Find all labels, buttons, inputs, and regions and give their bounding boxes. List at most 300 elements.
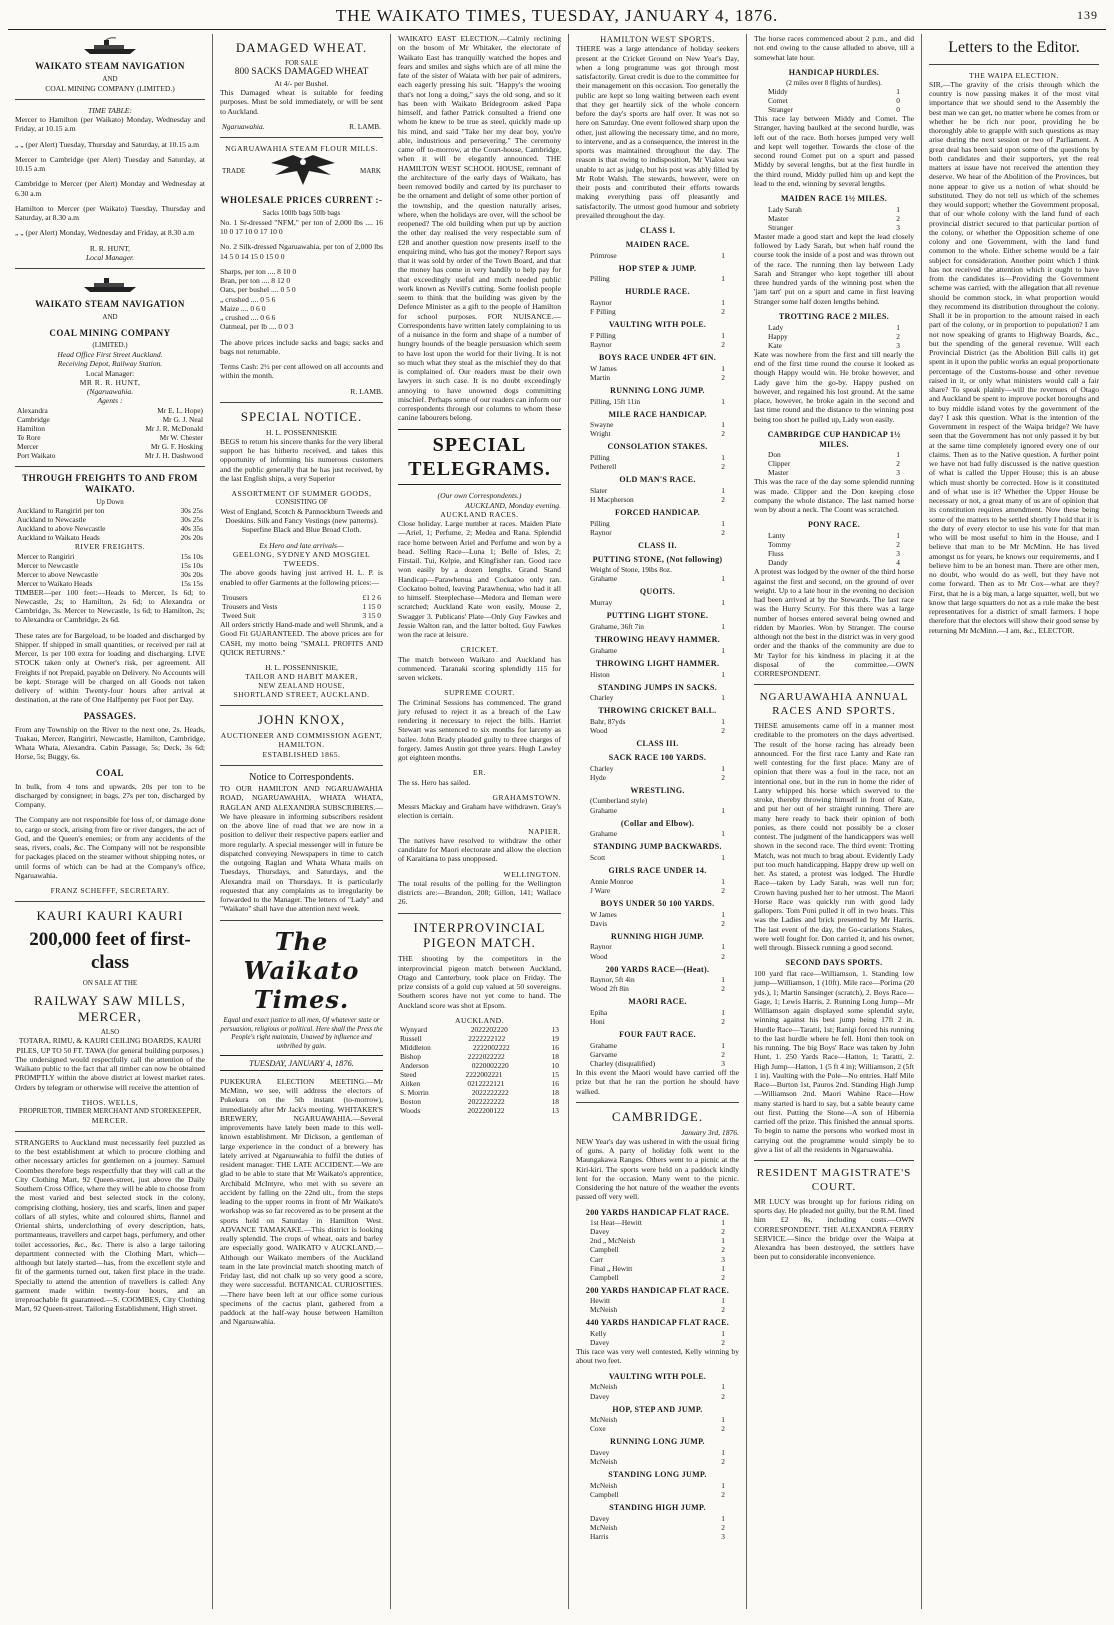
competitor-place: 3 [896, 222, 900, 232]
agent-name: Mr J. R. McDonald [145, 423, 203, 433]
hurdles-entries [754, 87, 914, 114]
result-row [754, 223, 914, 232]
pigeon-total: 18 [551, 1052, 559, 1062]
competitor-place: 1 [721, 942, 725, 952]
result-row [754, 205, 914, 214]
event-title: 200 YARDS RACE—(Heat). [605, 964, 710, 974]
head-office: Head Office First Street Auckland. [57, 350, 163, 359]
competitor-name: McNeish [590, 1522, 618, 1532]
result-row [576, 528, 739, 537]
knox-role: AUCTIONEER AND COMMISSION AGENT, [220, 731, 383, 741]
page-number: 139 [1077, 8, 1098, 22]
damaged-price: At 4/- per Bushel. [274, 78, 329, 88]
competitor-place: 1 [721, 645, 725, 655]
h2-title: 200 YARDS HANDICAP FLAT RACE. [585, 1285, 730, 1295]
result-row [576, 1424, 739, 1433]
divider [15, 466, 205, 467]
competitor-name: Pilling [590, 453, 610, 463]
result-row [576, 462, 739, 471]
result-row [576, 764, 739, 773]
pigeon-score: 2022222222 [471, 1088, 509, 1098]
divider [398, 913, 561, 914]
competitor-name: Garvame [590, 1049, 618, 1059]
paper-date: TUESDAY, JANUARY 4, 1876. [220, 1055, 383, 1071]
agents-list [15, 406, 205, 460]
trot-entries [754, 323, 914, 350]
result-row [576, 796, 739, 805]
divider [15, 901, 205, 902]
result-row [576, 1481, 739, 1490]
special-notice-title: SPECIAL NOTICE. [240, 408, 363, 424]
competitor-place: 1 [721, 1513, 725, 1523]
class-1-title: CLASS I. [639, 226, 676, 236]
cambridge-body: NEW Year's day was ushered in with the usual firing of guns. A party of holiday folk went to the Maungakawa Ranges. Others went to a picnic at the Kiri-kiri. The sports were held on a paddock kindly lent for the occasion. Many went to the picnic. Considering the hot nature of the weather the events passed off very well. [576, 1136, 739, 1202]
pigeon-table [398, 1025, 561, 1115]
competitor-name: Stranger [768, 222, 794, 232]
result-row [576, 598, 739, 607]
pigeon-total: 16 [551, 1079, 559, 1089]
river-title: RIVER FREIGHTS. [74, 542, 146, 552]
agent-row [15, 415, 205, 424]
competitor-name: Martin [590, 372, 611, 382]
divider [754, 1160, 914, 1161]
pigeon-score: 0220002220 [471, 1061, 509, 1071]
event-title: MILE RACE HANDICAP. [608, 409, 707, 419]
freight-route: Auckland to Waikato Heads [17, 533, 100, 543]
competitor-place: 1 [721, 876, 725, 886]
competitor-name: Davey [590, 1513, 610, 1523]
masthead-title: THE WAIKATO TIMES, TUESDAY, JANUARY 4, 1876. [335, 6, 779, 25]
strangers-advert: STRANGERS to Auckland must necessarily feel puzzled as to the best establishment at which to procure clothing and other necessary articles for gentlemen on a journey. Samuel Coombes therefore begs respectfully that they will call at the City Clothing Mart, 92 Queen-street, just above the Daily Southern Cross Office, where they will be able to choose from the most varied and best selected stock in the colony, comprising clothing, hosiery, ties and scarfs, linen and paper collars of all styles, white and coloured shirts, flannel and Oriental shirts, underclothing of every description, hats, portmanteaus, travellers and carpet bags, perfumery, and other toilet accessories, &c., &c. There is also a large tailoring department connected with the Clothing Mart, which—although but lately started—has, from the excellent style and fit of the garments turned out, taken first place in the trade. Specially to attend the attention of travellers is called: Any garment made within twenty-four hours, and an irreproachable fit guaranteed.—S. COOMBES, City Clothing Mart, 92 Queen-street. Tailoring Establishment, High street. [15, 1137, 205, 1314]
steam1-title: WAIKATO STEAM NAVIGATION [35, 61, 185, 71]
freight-route: Auckland to above Newcastle [17, 524, 106, 534]
hop-step-entries [576, 1415, 739, 1433]
hurdles-sub: (2 miles over 8 flights of hurdles). [786, 78, 882, 87]
result-row [576, 1448, 739, 1457]
competitor-name: Wright [590, 429, 611, 439]
competitor-place: 3 [896, 340, 900, 350]
agent-row [15, 424, 205, 433]
timetable [15, 115, 205, 238]
competitor-place: 2 [721, 1338, 725, 1348]
competitor-place: 1 [721, 598, 725, 608]
competitor-name: Harris [590, 1531, 609, 1541]
vaulting-entries [576, 1382, 739, 1400]
result-row [576, 919, 739, 928]
competitor-name: F Pilling [590, 307, 616, 317]
second-day-body: 100 yard flat race—Williamson, 1. Standing low jump—Williamson, 1 (10ft). Mile race—Porima (20 yds.), 1; Martin Sansinger (scratch), 2. Boys Race—Gage, 1; Lewis Harris, 2. Running Long Jump—Mr Williamson again displayed some splendid style, winning against his best jump being 17ft 2 in. Hurdle Race—Taratti, 1st; Ranigi forced his running to the last hurdle where he fell. Honi then took on his running. The big Boys' Race was taken by John Hunt, 1. 250 Yards Race—Hatton, 1; Taratti, 2. High Jump—Hatton, 1 (5 ft 4 in); Williamson, 2 (5ft 1 in). Vaulting with the Pole—No entries. Half Mile Race—Burton 1st, Pauros 2nd. Standing High Jump—Williamson 2nd. Maori Wahine Race—How many started is hard to say, but a sable beauty came out first. Putting the Stone—A son of Hibernia carried off the prize. This finished the annual sports. To begin to name the persons who worked most in carrying out the programme would simply be to give a list of all the residents in Ngaruawahia. [754, 969, 914, 1154]
kauri-signature-role: PROPRIETOR, TIMBER MERCHANT AND STOREKEEPER, [19, 1107, 201, 1116]
event-title: PUTTING STONE, (Not following) [592, 554, 723, 564]
event-title: HOP STEP & JUMP. [618, 263, 697, 273]
competitor-name: Middy [768, 87, 788, 97]
pigeon-body: THE shooting by the competitors in the interprovincial pigeon match between Auckland, Otago and Canterbury, took place on Friday. The prize consists of a gold cup valued at 50 sovereigns. Southern scores have not yet come to hand. The Auckland score was shot at Epsom. [398, 954, 561, 1010]
event-title: FOUR FAUT RACE. [619, 1030, 696, 1040]
possen-role: TAILOR AND HABIT MAKER, [245, 672, 358, 682]
competitor-place: 1 [721, 298, 725, 308]
company-notes: The Company are not responsible for loss of, or damage done to, cargo or stock, arising from fire or river dangers, the act of God, and the Queen's enemies; or from any accidents of the seas, rivers, coals, &c. The Company will not be responsible for packages placed on the steamer without shipping notes, or until forms of which can be had at the Company's office, Ngaruawahia. [15, 815, 205, 880]
competitor-place: 2 [721, 495, 725, 505]
competitor-place: 2 [721, 1049, 725, 1059]
eagle-icon [263, 153, 343, 189]
possen-consisting: CONSISTING OF [275, 498, 328, 507]
wholesale-row: No. 2 Silk-dressed Ngaruawahia, per ton of 2,000 lbs 14 5 0 14 15 0 15 0 0 [220, 242, 383, 261]
competitor-place: 2 [721, 1522, 725, 1532]
result-row [754, 96, 914, 105]
divider [220, 765, 383, 766]
sports-intro: THERE was a large attendance of holiday seekers present at the Cricket Ground on New Year's Day, when a long programme was got through most satisfactorily. Great credit is due to the committee for their management on this occasion. Too generally the public are kept so long waiting between each event that they get heartily sick of the whole concern before the day's sports are half over. It was not so here on Saturday. One event followed sharp upon the other, just allowing the necessary time, and no more, to intervene, and as a consequence, the interest in the sports was maintained throughout the day. The reason is that owing to indisposition, Mr Vialou was unable to act as judge, but his post was ably filled by Mr Robt Walsh. The stewards, however, were on their posts and contributed their efforts towards making everything pass off pleasantly and satisfactorily. The utmost good humour and sobriety prevailed throughout the day. [576, 44, 739, 220]
event-title: GIRLS RACE UNDER 14. [608, 866, 707, 876]
competitor-place: 2 [721, 340, 725, 350]
competitor-name: Raynor [590, 340, 612, 350]
result-row [754, 105, 914, 114]
river-rate: 15s 15s [180, 578, 203, 588]
pigeon-row [398, 1088, 561, 1097]
event-title: THROWING CRICKET BALL. [598, 706, 717, 716]
result-row [576, 1245, 739, 1254]
competitor-place: 4 [896, 558, 900, 568]
competitor-name: Hyde [590, 772, 607, 782]
event-title: PUTTING LIGHT STONE. [606, 611, 709, 621]
result-row [576, 1041, 739, 1050]
result-row [576, 1523, 739, 1532]
competitor-place: 2 [721, 1457, 725, 1467]
competitor-name: Bahr, 87yds [590, 717, 626, 727]
result-row [754, 531, 914, 540]
result-row [576, 1532, 739, 1541]
divider [576, 1102, 739, 1103]
result-row [576, 1255, 739, 1264]
agent-name: Mr G. F. Hosking [150, 441, 203, 451]
competitor-name: Epiha [590, 1008, 608, 1018]
maiden-entries [754, 205, 914, 232]
agent-name: Mr W. Chester [159, 432, 203, 442]
competitor-name: Grahame [590, 805, 618, 815]
result-row [576, 1264, 739, 1273]
mark-label: MARK [359, 167, 381, 175]
for-sale: FOR SALE [285, 58, 318, 67]
possen-ex: Ex Hero and late arrivals— [259, 540, 344, 550]
competitor-name: Primrose [590, 250, 617, 260]
competitor-place: 1 [721, 330, 725, 340]
camb-cup-body: This was the race of the day some splendid running was made. Clipper and the Don keeping close company the whole distance. The last named horse won by about a neck. The Count was scratched. [754, 477, 914, 515]
damaged-footer [220, 122, 383, 131]
result-row [576, 829, 739, 838]
result-row [576, 984, 739, 993]
competitor-name: McNeish [590, 1415, 618, 1425]
competitor-place: 2 [896, 213, 900, 223]
class-3-events [576, 753, 739, 1068]
competitor-place: 2 [721, 1017, 725, 1027]
competitor-name: 2nd „ McNeish [590, 1236, 636, 1246]
competitor-place: 1 [721, 363, 725, 373]
column-1 [8, 34, 213, 1609]
result-row [576, 486, 739, 495]
event-title: SACK RACE 100 YARDS. [608, 752, 707, 762]
result-row [754, 341, 914, 350]
event-title: RUNNING HIGH JUMP. [611, 931, 704, 941]
price-item: Tweed Suit [222, 610, 256, 620]
result-row [576, 1415, 739, 1424]
event-title: MAORI RACE. [628, 997, 687, 1007]
divider [15, 99, 205, 100]
court-body: The Criminal Sessions has commenced. The grand jury refused to reject it as a breach of the Law rendering it necessary to reject the bills. Harriet Stewart was sentenced to six months for larceny as bailee. John Brady pleaded guilty to three charges of forgery. James Austin got three years. Hugh Lawley got eighteen months. [398, 697, 561, 763]
competitor-place: 1 [721, 250, 725, 260]
agent-place: Cambridge [17, 414, 50, 424]
kauri-signature: THOS. WELLS, [81, 1097, 139, 1107]
competitor-place: 1 [721, 420, 725, 430]
hurdles-body: This race lay between Middy and Comet. The Stranger, having baulked at the second hurdle, was left out of the race. Both horses jumped very well and kept well together. Towards the close of the second round Comet put on a spurt and passed Middy by several lengths, but at the first hurdle in the third round, Middy pulled him up and kept the lead to the end, winning by several lengths. [754, 114, 914, 188]
competitor-place: 2 [721, 527, 725, 537]
camb-cup-title: CAMBRIDGE CUP HANDICAP 1½ MILES. [767, 429, 901, 449]
wholesale-title: WHOLESALE PRICES CURRENT :- [220, 195, 383, 206]
river-rate: 15s 10s [180, 551, 203, 561]
competitor-place: 2 [721, 1245, 725, 1255]
competitor-name: Fluss [768, 549, 784, 559]
divider [220, 402, 383, 403]
result-row [576, 1227, 739, 1236]
result-row [754, 87, 914, 96]
result-row [576, 1273, 739, 1282]
result-row [754, 459, 914, 468]
event-title: RUNNING LONG JUMP. [610, 385, 705, 395]
agent-row [15, 406, 205, 415]
manager-name: MR R. R. HUNT, [79, 377, 141, 387]
competitor-place: 2 [721, 429, 725, 439]
competitor-place: 1 [721, 805, 725, 815]
possen-orders: All orders strictly Hand-made and well Shrunk, and a Good Fit GUARANTEED. The above prices are for CASH, my motto being "SMALL PROFITS AND QUICK RETURNS." [220, 620, 383, 657]
competitor-name: Lady [768, 322, 784, 332]
competitor-place: 2 [721, 372, 725, 382]
wholesale-row: Sharps, per ton .... 8 10 0 [220, 266, 297, 276]
competitor-place: 1 [896, 204, 900, 214]
result-row [576, 340, 739, 349]
competitor-name: Tommy [768, 540, 791, 550]
special-dateline: AUCKLAND, Monday evening. [465, 500, 561, 510]
price-value: 3 15 0 [362, 610, 381, 620]
wholesale-note: The above prices include sacks and bags; sacks and bags not returnable. [220, 337, 383, 356]
divider [15, 1131, 205, 1132]
manager-location: (Ngaruawahia. [86, 387, 134, 396]
pigeon-name: Steed [400, 1070, 417, 1080]
pigeon-row [398, 1034, 561, 1043]
competitor-name: Happy [768, 331, 788, 341]
wholesale-row: No. 1 Sr-dressed "NFM," per ton of 2,000 lbs .... 16 10 0 17 10 0 17 10 0 [220, 217, 383, 237]
competitor-name: Honi [590, 1017, 605, 1027]
steam2-sub: COAL MINING COMPANY [49, 327, 171, 338]
pigeon-score: 2022202220 [470, 1025, 508, 1034]
competitor-place: 1 [721, 829, 725, 839]
camb-cup-entries [754, 450, 914, 477]
steamer-icon [15, 275, 205, 293]
pigeon-title: INTERPROVINCIAL PIGEON MATCH. [413, 919, 546, 951]
trade-label: TRADE [222, 167, 246, 175]
kauri-mills: RAILWAY SAW MILLS, MERCER, [34, 993, 186, 1024]
divider [220, 920, 383, 921]
competitor-place: 1 [721, 669, 725, 679]
h2-entries [576, 1296, 739, 1314]
kauri-sale: ON SALE AT THE [82, 978, 138, 987]
competitor-place: 1 [721, 1382, 725, 1392]
freight-cols: Up Down [96, 497, 124, 506]
second-day-title: SECOND DAYS SPORTS. [785, 958, 883, 968]
divider [220, 705, 383, 706]
event-title: WRESTLING. [630, 785, 685, 795]
competitor-name: Wood [590, 726, 608, 736]
timetable-row: „ „ (per Alert) Tuesday, Thursday and Saturday, at 10.15 a.m [15, 139, 200, 149]
result-row [576, 1514, 739, 1523]
competitor-name: Wood [590, 951, 608, 961]
competitor-place: 2 [721, 1272, 725, 1282]
competitor-place: 1 [721, 763, 725, 773]
result-row [754, 549, 914, 558]
competitor-place: 1 [721, 693, 725, 703]
class-3-title: CLASS III. [636, 739, 679, 749]
competitor-place: 3 [721, 1531, 725, 1541]
result-row [576, 1329, 739, 1338]
steam2-limited: (LIMITED.) [92, 341, 128, 350]
competitor-name: McNeish [590, 1305, 618, 1315]
competitor-place: 2 [896, 331, 900, 341]
event-title: THROWING LIGHT HAMMER. [595, 658, 720, 668]
competitor-name: Swayne [590, 420, 614, 430]
competitor-name: Raynor [590, 942, 612, 952]
competitor-place: 2 [721, 462, 725, 472]
vaulting-title: VAULTING WITH POLE. [608, 1371, 707, 1381]
competitor-place: 2 [721, 1305, 725, 1315]
agent-place: Port Waikato [17, 450, 56, 460]
damaged-signature: R. LAMB. [349, 121, 381, 131]
competitor-place: 2 [721, 307, 725, 317]
competitor-name: Pilling, 15ft 11in [590, 396, 641, 406]
price-value: 1 15 0 [362, 601, 381, 611]
freight-route: Auckland to Rangiriri per ton [17, 506, 105, 516]
competitor-name: Grahame [590, 645, 618, 655]
competitor-name: Raynor [590, 527, 612, 537]
competitor-name: H Macpherson [590, 495, 634, 505]
pony-entries [754, 531, 914, 567]
running-long-entries [576, 1448, 739, 1466]
agent-row [15, 442, 205, 451]
competitor-place: 1 [721, 1263, 725, 1273]
ngaru-title: NGARUAWAHIA ANNUAL RACES AND SPORTS. [759, 691, 909, 717]
result-row [576, 1305, 739, 1314]
competitor-name: Pilling [590, 518, 610, 528]
competitor-name: Pilling [590, 274, 610, 284]
competitor-place: 0 [896, 96, 900, 106]
competitor-name: Hewitt [590, 1296, 611, 1306]
competitor-name: Comet [768, 96, 788, 106]
paper-body: PUKEKURA ELECTION MEETING.—Mr McMinn, we see, will address the electors of Pukekura on the 5th instant (to-morrow), immediately after Mr Jack's meeting. WHITAKER'S BREWERY, NGARUAWAHIA.—Several improvements have lately been made to this well-known establishment. Mr Dickson, a gentleman of large experience in the conduct of a brewery has lately arrived at Ngaruawahia to fulfil the duties of resident manager. THE LATE ACCIDENT.—We are glad to be able to state that Mr Waikato's apprentice, Archibald McIntyre, who met with so severe an accident by falling on the 22nd ult., from the steps leading to the upper rooms in front of Mr Waikato's workshop was so far recovered as to be present at the sports held on Saturday in Hamilton West. ADVANCE TAMAKAKE.—This district is looking really splendid. The crops of wheat, oats and barley are especially good. WAIKATO v AUCKLAND.—Although our Waikato members of the Auckland team in the late provincial match shooting match of Friday last, did not chalk up so very good a score, they were successful. BOTANICAL CURIOSITIES.—There have been left at our office some curious specimens of the cactus plant, gathered from a paddock at the half-way house between Hamilton and Ngaruawahia. [220, 1076, 383, 1327]
special-races-title: AUCKLAND RACES. [440, 509, 519, 519]
notice-body: TO OUR HAMILTON AND NGARUAWAHIA ROAD, NGARUAWAHIA, WHATA WHATA, RAGLAN AND ALEXANDRA SUBSCRIBERS.—We have pleasure in informing subscribers resident on the above line of road that we are now in a position to deliver their respective papers earlier and more regularly. A special messenger will in future be dispatched conveying Newspapers in time to catch the outgoing Raglan and Whata Whata mails on Tuesdays, Thursdays, and Saturdays, and the Alexandra mail on Thursdays. It is particularly requested that any complaints as to irregularity be forwarded to the Manager. The letters of "Lady" and "Waikato" shall have due attention next week. [220, 784, 383, 914]
competitor-place: 3 [721, 1254, 725, 1264]
standing-long-entries [576, 1481, 739, 1499]
knox-established: ESTABLISHED 1865. [262, 749, 341, 759]
freight-route: Auckland to Newcastle [17, 515, 86, 525]
cambridge-title: CAMBRIDGE. [611, 1108, 704, 1124]
class-2-events [576, 555, 739, 736]
price-row [220, 602, 383, 611]
competitor-place: 1 [721, 1008, 725, 1018]
result-row [576, 1457, 739, 1466]
letter-body: SIR,—The gravity of the crisis through which the country is now passing makes it of the most vital importance that we should send to the Assembly the best man we can get, no matter where he comes from or whether he be rich nor poor, providing he be thoroughly able to grapple with such questions as may arise during the next session or two of Parliament. A great deal has been said upon some of the questions by both candidates and their supporters, yet the real matters at issue have not received the attention they deserve. We hear of the Abolition of the Provinces, but none appear to give us a notion of what should be substituted. They do not tell us which of the schemes they would support; whether the Government proposal, that of our whole colony with the land fund of each provincial district secured to that particular portion of the colony, or whether the Opposition scheme of one colony and one Government, with the land fund common to the whole. Either scheme would be a fair subject for consideration. Another point which I think has not received the attention which it ought to have from the candidates is—Providing the Government scheme was carried, with the allegation that all revenue should be common stock, in what proportion would they recommend its distribution throughout the colony. Shall it be in proportion to the amount raised in each part of the colony, or in proportion to population? I am not now speaking of grants to Highway Boards, &c., but the spending of the general revenue. Will each Provincial District (as the Abolition Bill calls it) get spent in it upon the public works an equal proportionate percentage of the Customs-house and other revenue raised in it, or only what ministers would call a fair share? To speak plainly—will the revenues of Otago and Auckland be spent to improve pocket boroughs and to buy middle island votes by the government of the day? I ask this question. What is the intention of the Government in respect of the Waipa bridge? We have seen that the Government has not only passed it by but at the same time completely ignored every one of our claims. Then as to the Native question. A further point we have not had fully discussed is the native question of what is called the Upper House; this is an abuse which must shortly be corrected. How is it constituted and of what use is it? Whether the Upper House be necessary or not, a great many of us are of opinion that its constitution requires amendment. Now these being some of the matters to be settled shortly I hold that it is the duty of every elector to use his vote for that man who will be most useful to him in the House, and I believe that man to be Mr McMinn. He has lived amongst us for years, he knows our requirements, and I believe him to be an honest man. There are other men, no doubt, who would do as well, but they have not come forward. Then as to Mr Cox—what are they? First, that he is a big man, a large squatter, well, but we know that large squatters do not as a rule make the best representatives for a district of small farmers. I hope therefore that the electors will show their good sense by returning Mr McMinn.—I am, &c., ELECTOR. [929, 79, 1099, 635]
pigeon-score: 2222002222 [472, 1043, 510, 1053]
competitor-name: Charley [590, 763, 614, 773]
divider [220, 137, 383, 138]
possen-name: H. L. POSSENNISKIE [266, 427, 337, 437]
divider [15, 268, 205, 269]
cricket-body: The match between Waikato and Auckland has commenced. Taranaki scoring splendidly 115 for seven wickets. [398, 654, 561, 683]
pigeon-name: Boston [400, 1097, 421, 1107]
pigeon-name: Bishop [400, 1052, 421, 1062]
columns [8, 34, 1106, 1609]
competitor-name: W James [590, 363, 617, 373]
rm-body: MR LUCY was brought up for furious riding on sports day. He pleaded not guilty, but the R.M. fined him £2 8s, including costs.—OWN CORRESPONDENT. THE ALEXANDRA FERRY SERVICE.—Since the bridge over the Waipa at Alexandra has been destroyed, the settlers have been put to considerable inconvenience. [754, 1196, 914, 1262]
competitor-name: McNeish [590, 1480, 618, 1490]
event-title: OLD MAN'S RACE. [619, 475, 696, 485]
kauri-title: KAURI KAURI KAURI [36, 908, 184, 924]
competitor-name: Stranger [768, 105, 794, 115]
competitor-place: 1 [721, 1296, 725, 1306]
result-row [576, 1382, 739, 1391]
pigeon-row [398, 1025, 561, 1034]
pigeon-score: 2222002221 [465, 1070, 503, 1080]
wellington-body: The total results of the polling for the Wellington districts are:—Brandon, 208; Gillon, 141; Wallace 26. [398, 878, 561, 907]
possen-enabled: The above goods having just arrived H. L. P. is enabled to offer Garments at the following prices:— [220, 568, 383, 587]
competitor-place: 1 [896, 450, 900, 460]
pigeon-total: 13 [551, 1025, 559, 1034]
paper-motto: Equal and exact justice to all men, Of whatever state or persuasion, religious or political. Here shall the Press the People's right maintain, Unawed by influence and unbribed by gain. [220, 1016, 383, 1050]
competitor-name: Petherell [590, 462, 617, 472]
event-title: VAULTING WITH POLE. [608, 320, 707, 330]
competitor-name: Lanty [768, 531, 786, 541]
competitor-place: 3 [896, 468, 900, 478]
competitor-name: Davey [590, 1391, 610, 1401]
steam1-sub: COAL MINING COMPANY (LIMITED.) [45, 83, 175, 93]
column-4 [569, 34, 747, 1609]
steam2-title: WAIKATO STEAM NAVIGATION [35, 299, 185, 309]
column-3 [391, 34, 569, 1609]
possen-assortment: ASSORTMENT OF SUMMER GOODS, [231, 489, 372, 499]
competitor-name: Histon [590, 669, 610, 679]
pigeon-total: 16 [551, 1043, 559, 1053]
freight-title: THROUGH FREIGHTS TO AND FROM WAIKATO. [22, 472, 198, 494]
mills-title: NGARUAWAHIA STEAM FLOUR MILLS. [225, 144, 378, 153]
special-telegrams-sub: (Our own Correspondents.) [437, 491, 522, 501]
competitor-place: 1 [721, 486, 725, 496]
steamer-icon [15, 37, 205, 55]
class-1-events [576, 240, 739, 537]
cambridge-date: January 3rd, 1876. [681, 1127, 739, 1137]
river-route: Mercer to Waikato Heads [17, 578, 93, 588]
result-row [576, 1338, 739, 1347]
running-long-title: RUNNING LONG JUMP. [610, 1437, 705, 1447]
wholesale-row: „ crushed .... 0 5 6 [220, 294, 276, 304]
result-row [576, 274, 739, 283]
col3-body: WAIKATO EAST ELECTION.—Calmly reclining on the bosom of Mr Whitaker, the electorate of Waikato East has tranquilly watched the hopes and fears and smiles and sighs which are of all mine the fate of the sister of Waiata with her pair of admirers, each eagerly pressing his suit. "Happy's the wooing that's not long a doing," says the old song, and so it has been with Waikato Bridegroom asked Papa himself, and father Patrick consulted a friend one whom he knew to be true as steel, quickly made up his mind, and said "Take her my dear boy, you're able, industrious and persevering." The ceremony came off to-morrow, at the Court-house, Cambridge, when it will be elegantly announced. THE HAMILTON WEST SCHOOL HOUSE, remnant of the architecture of the early days of Waikato, has been removed bodily and carted by its purchaser to be the ornament and delight of some other portion of the township, and the question naturally arises, where, when the holidays are over, will the school be reopened? The old building when put up by auction the other day realised the very respectable sum of £28 and another question now presents itself to the enquiring mind, who has got the money? Report says that it was sold by order of the Town Board, and that the money has come in very handily to help pay for that exceedingly useful and much needed public work known as Nevill's cutting. Some foolish people seem to think that the building was given by the Defence Minister as a gift to the people of Hamilton for school purposes. FOR NUISANCE.—Correspondents have written lately complaining to us of a nuisance in the form and shape of a number of hungry hounds of the beagle persuasion which seem to have lost upon the world for their living. It is not so much what they steal as the mischief they do that is complained of. Our readers must be their own lawyers in such case. It is no doubt exceedingly annoying to have unowned dogs committing mischief. Perhaps some of our readers can inform our correspondents through our columns to whom these canine labourers belong. [398, 34, 562, 423]
result-row [576, 429, 739, 438]
competitor-name: Grahame [590, 574, 618, 584]
competitor-name: Weight of Stone, 19lbs 8oz. [590, 565, 672, 575]
result-row [754, 540, 914, 549]
competitor-name: Raynor, 5ft 4in [590, 975, 635, 985]
maiden-title: MAIDEN RACE 1½ MILES. [780, 194, 888, 204]
wholesale-terms: Terms Cash: 2½ per cent allowed on all accounts and within the month. [220, 362, 383, 381]
competitor-place: 1 [721, 975, 725, 985]
pigeon-name: Woods [400, 1106, 421, 1116]
competitor-name: Scott [590, 853, 606, 863]
